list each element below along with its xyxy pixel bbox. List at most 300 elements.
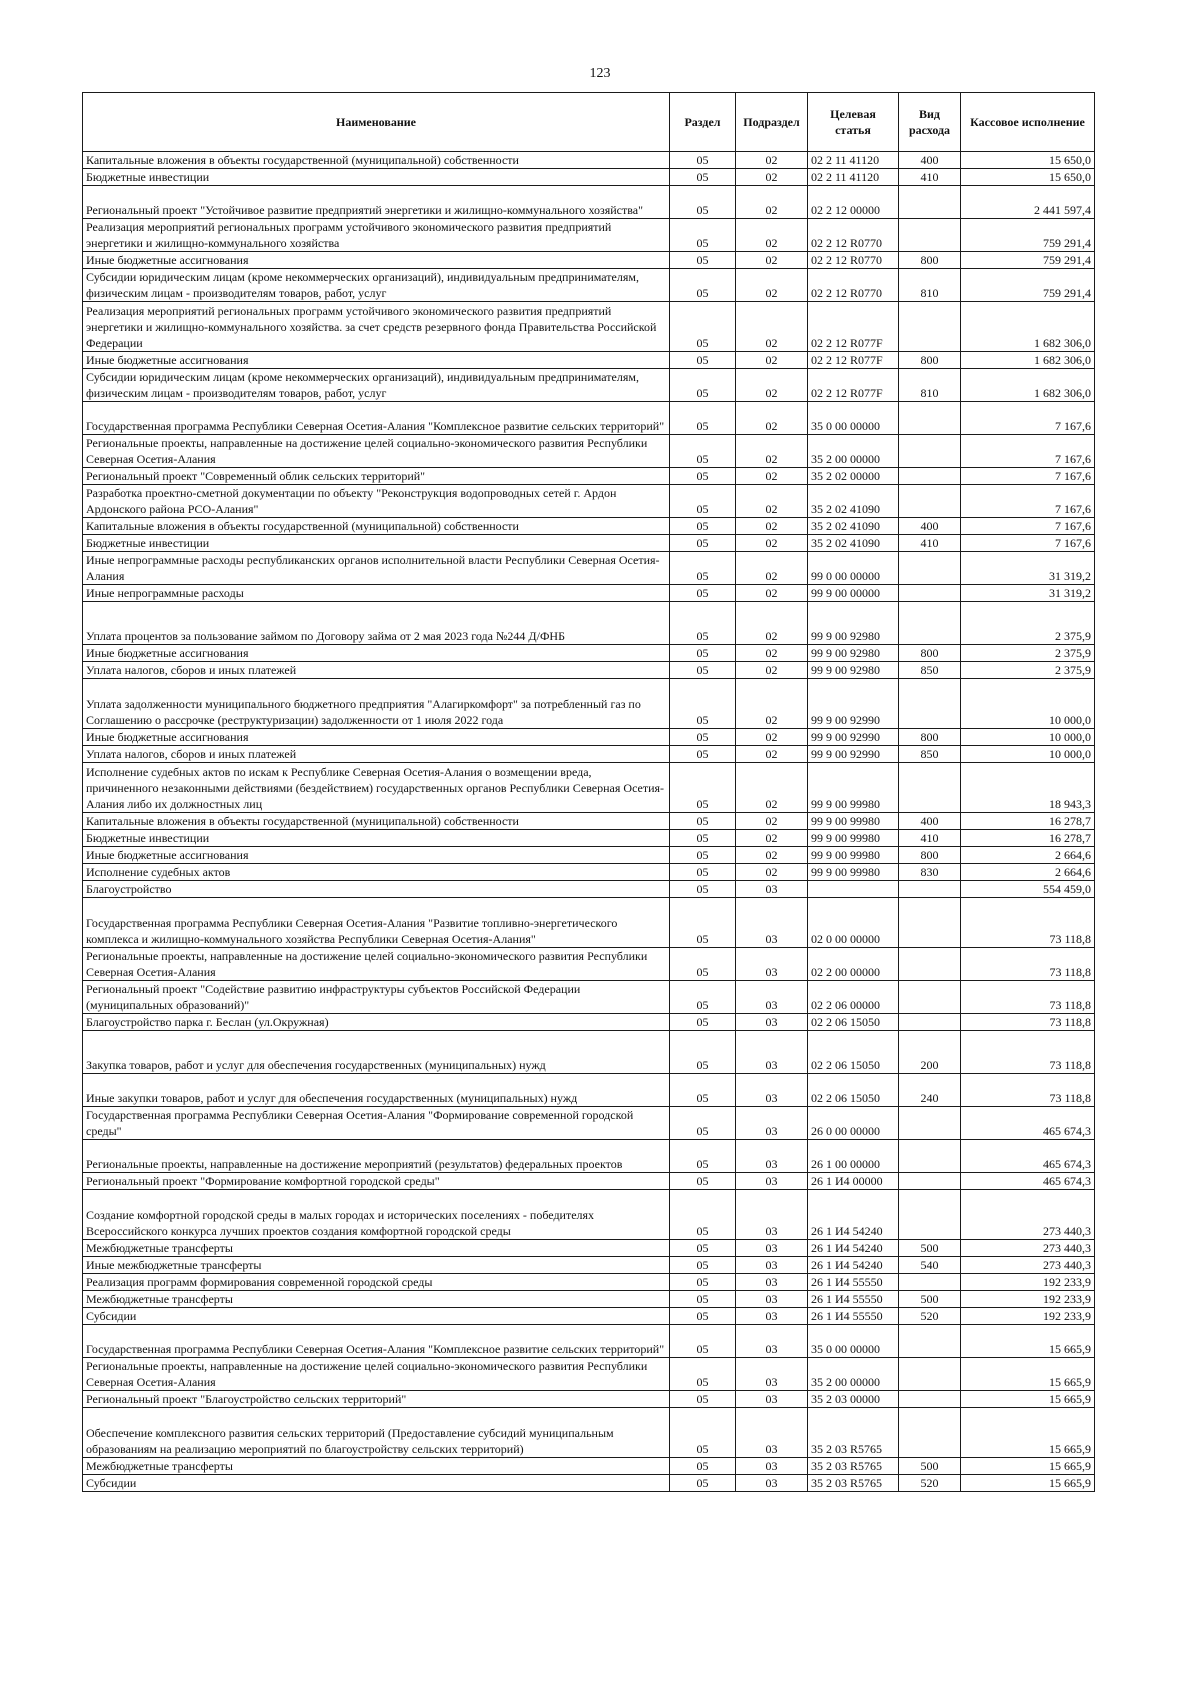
row-section-cell: 05 (670, 729, 736, 746)
row-name-cell: Закупка товаров, работ и услуг для обеспечения государственных (муниципальных) нужд (83, 1031, 670, 1074)
row-subsection-cell: 03 (736, 1475, 808, 1492)
table-row (83, 269, 1095, 302)
row-expense-type-cell (899, 1173, 961, 1190)
row-name-cell: Реализация мероприятий региональных программ устойчивого экономического развития предприятий энергетики и жилищно-коммунального хозяйства. за счет средств резервного фонда Правительства Российской Федерации (83, 302, 670, 352)
row-target-article-cell: 99 9 00 92990 (808, 679, 899, 729)
row-target-article-cell: 99 9 00 99980 (808, 763, 899, 813)
row-section-cell: 05 (670, 898, 736, 948)
row-subsection-cell: 03 (736, 1190, 808, 1240)
row-subsection-cell: 02 (736, 518, 808, 535)
row-expense-type-cell (899, 302, 961, 352)
row-section-cell: 05 (670, 1291, 736, 1308)
row-expense-type-cell (899, 1391, 961, 1408)
row-target-article-cell: 02 2 06 15050 (808, 1074, 899, 1107)
row-section-cell: 05 (670, 1408, 736, 1458)
row-execution-cell: 2 375,9 (961, 662, 1095, 679)
row-expense-type-cell: 240 (899, 1074, 961, 1107)
table-row (83, 468, 1095, 485)
row-name-cell: Реализация мероприятий региональных программ устойчивого экономического развития предприятий энергетики и жилищно-коммунального хозяйства (83, 219, 670, 252)
row-expense-type-cell: 520 (899, 1475, 961, 1492)
row-target-article-cell: 26 1 И4 00000 (808, 1173, 899, 1190)
row-target-article-cell: 26 1 00 00000 (808, 1140, 899, 1173)
table-row (83, 1031, 1095, 1074)
row-expense-type-cell: 800 (899, 729, 961, 746)
row-execution-cell: 465 674,3 (961, 1173, 1095, 1190)
row-subsection-cell: 02 (736, 252, 808, 269)
row-name-cell: Иные бюджетные ассигнования (83, 729, 670, 746)
row-subsection-cell: 02 (736, 219, 808, 252)
row-execution-cell: 31 319,2 (961, 552, 1095, 585)
row-name-cell: Капитальные вложения в объекты государственной (муниципальной) собственности (83, 518, 670, 535)
row-name-cell: Капитальные вложения в объекты государственной (муниципальной) собственности (83, 152, 670, 169)
table-row (83, 1308, 1095, 1325)
row-section-cell: 05 (670, 1190, 736, 1240)
row-subsection-cell: 02 (736, 602, 808, 645)
table-row (83, 186, 1095, 219)
table-row (83, 352, 1095, 369)
row-expense-type-cell: 410 (899, 830, 961, 847)
row-section-cell: 05 (670, 1173, 736, 1190)
row-subsection-cell: 03 (736, 1074, 808, 1107)
row-target-article-cell: 35 2 03 00000 (808, 1391, 899, 1408)
row-target-article-cell: 99 9 00 99980 (808, 813, 899, 830)
row-expense-type-cell: 800 (899, 847, 961, 864)
row-name-cell: Субсидии (83, 1475, 670, 1492)
row-name-cell: Субсидии юридическим лицам (кроме некоммерческих организаций), индивидуальным предпринимателям, физическим лицам - производителям товаров, работ, услуг (83, 269, 670, 302)
row-name-cell: Региональные проекты, направленные на достижение мероприятий (результатов) федеральных проектов (83, 1140, 670, 1173)
row-target-article-cell: 35 2 00 00000 (808, 435, 899, 468)
row-section-cell: 05 (670, 746, 736, 763)
row-target-article-cell: 02 2 11 41120 (808, 169, 899, 186)
row-expense-type-cell (899, 763, 961, 813)
row-expense-type-cell (899, 402, 961, 435)
row-expense-type-cell (899, 468, 961, 485)
row-section-cell: 05 (670, 219, 736, 252)
row-subsection-cell: 03 (736, 1031, 808, 1074)
table-row (83, 1257, 1095, 1274)
row-subsection-cell: 03 (736, 1458, 808, 1475)
row-section-cell: 05 (670, 1014, 736, 1031)
row-subsection-cell: 03 (736, 1014, 808, 1031)
row-execution-cell: 759 291,4 (961, 252, 1095, 269)
table-row (83, 1074, 1095, 1107)
row-subsection-cell: 02 (736, 645, 808, 662)
row-execution-cell: 15 650,0 (961, 169, 1095, 186)
table-row (83, 981, 1095, 1014)
table-row (83, 1014, 1095, 1031)
row-section-cell: 05 (670, 763, 736, 813)
row-section-cell: 05 (670, 948, 736, 981)
row-subsection-cell: 03 (736, 1291, 808, 1308)
row-name-cell: Иные межбюджетные трансферты (83, 1257, 670, 1274)
row-execution-cell: 73 118,8 (961, 1074, 1095, 1107)
table-row (83, 898, 1095, 948)
table-row (83, 1408, 1095, 1458)
row-subsection-cell: 02 (736, 352, 808, 369)
row-name-cell: Региональные проекты, направленные на достижение целей социально-экономического развития Республики Северная Осетия-Алания (83, 435, 670, 468)
row-name-cell: Исполнение судебных актов (83, 864, 670, 881)
row-subsection-cell: 02 (736, 830, 808, 847)
row-target-article-cell: 35 2 02 41090 (808, 535, 899, 552)
row-execution-cell: 73 118,8 (961, 981, 1095, 1014)
row-target-article-cell: 35 2 02 41090 (808, 485, 899, 518)
table-row (83, 645, 1095, 662)
table-row (83, 252, 1095, 269)
row-name-cell: Региональный проект "Содействие развитию инфраструктуры субъектов Российской Федерации (муниципальных образований)" (83, 981, 670, 1014)
page-number: 123 (589, 66, 611, 81)
row-subsection-cell: 02 (736, 302, 808, 352)
row-expense-type-cell: 200 (899, 1031, 961, 1074)
row-expense-type-cell (899, 679, 961, 729)
row-expense-type-cell (899, 1014, 961, 1031)
row-section-cell: 05 (670, 602, 736, 645)
row-subsection-cell: 02 (736, 763, 808, 813)
row-subsection-cell: 03 (736, 1391, 808, 1408)
row-subsection-cell: 02 (736, 435, 808, 468)
row-expense-type-cell (899, 552, 961, 585)
row-target-article-cell: 26 1 И4 55550 (808, 1274, 899, 1291)
row-target-article-cell: 99 9 00 99980 (808, 864, 899, 881)
row-execution-cell: 7 167,6 (961, 485, 1095, 518)
row-name-cell: Региональные проекты, направленные на достижение целей социально-экономического развития Республики Северная Осетия-Алания (83, 948, 670, 981)
row-section-cell: 05 (670, 1358, 736, 1391)
row-execution-cell: 15 665,9 (961, 1408, 1095, 1458)
header-execution: Кассовое исполнение (961, 93, 1095, 152)
table-row (83, 729, 1095, 746)
row-execution-cell: 16 278,7 (961, 813, 1095, 830)
row-name-cell: Разработка проектно-сметной документации по объекту "Реконструкция водопроводных сетей г. Ардон Ардонского района РСО-Алания" (83, 485, 670, 518)
row-section-cell: 05 (670, 186, 736, 219)
row-execution-cell: 10 000,0 (961, 679, 1095, 729)
row-section-cell: 05 (670, 485, 736, 518)
row-expense-type-cell: 800 (899, 352, 961, 369)
row-subsection-cell: 02 (736, 535, 808, 552)
row-expense-type-cell: 800 (899, 252, 961, 269)
table-row (83, 152, 1095, 169)
row-subsection-cell: 02 (736, 152, 808, 169)
row-execution-cell: 7 167,6 (961, 402, 1095, 435)
row-section-cell: 05 (670, 1240, 736, 1257)
row-section-cell: 05 (670, 830, 736, 847)
table-row (83, 881, 1095, 898)
row-section-cell: 05 (670, 881, 736, 898)
row-target-article-cell: 02 2 06 15050 (808, 1014, 899, 1031)
row-expense-type-cell: 810 (899, 369, 961, 402)
row-target-article-cell: 99 9 00 99980 (808, 847, 899, 864)
row-expense-type-cell: 410 (899, 535, 961, 552)
row-name-cell: Бюджетные инвестиции (83, 535, 670, 552)
row-execution-cell: 2 375,9 (961, 645, 1095, 662)
row-section-cell: 05 (670, 468, 736, 485)
row-name-cell: Государственная программа Республики Северная Осетия-Алания "Комплексное развитие сельских территорий" (83, 402, 670, 435)
row-section-cell: 05 (670, 169, 736, 186)
row-subsection-cell: 02 (736, 729, 808, 746)
row-subsection-cell: 02 (736, 813, 808, 830)
row-target-article-cell: 02 2 12 R077F (808, 302, 899, 352)
row-execution-cell: 465 674,3 (961, 1107, 1095, 1140)
table-row (83, 746, 1095, 763)
row-name-cell: Субсидии (83, 1308, 670, 1325)
row-target-article-cell: 35 2 00 00000 (808, 1358, 899, 1391)
row-subsection-cell: 02 (736, 585, 808, 602)
row-expense-type-cell (899, 1107, 961, 1140)
row-target-article-cell: 35 2 02 41090 (808, 518, 899, 535)
row-name-cell: Благоустройство (83, 881, 670, 898)
table-row (83, 1190, 1095, 1240)
row-expense-type-cell: 410 (899, 169, 961, 186)
table-header-row (83, 93, 1095, 152)
row-name-cell: Государственная программа Республики Северная Осетия-Алания "Комплексное развитие сельских территорий" (83, 1325, 670, 1358)
row-execution-cell: 1 682 306,0 (961, 369, 1095, 402)
row-expense-type-cell: 400 (899, 518, 961, 535)
row-execution-cell: 73 118,8 (961, 948, 1095, 981)
row-section-cell: 05 (670, 1391, 736, 1408)
row-expense-type-cell (899, 186, 961, 219)
row-subsection-cell: 02 (736, 468, 808, 485)
table-row (83, 1458, 1095, 1475)
row-name-cell: Государственная программа Республики Северная Осетия-Алания "Формирование современной городской среды" (83, 1107, 670, 1140)
row-target-article-cell: 02 2 11 41120 (808, 152, 899, 169)
row-subsection-cell: 02 (736, 485, 808, 518)
row-expense-type-cell: 850 (899, 746, 961, 763)
row-name-cell: Исполнение судебных актов по искам к Республике Северная Осетия-Алания о возмещении вреда, причиненного незаконными действиями (бездействием) государственных органов Республики Северная Осетия-Алания либо их должностных лиц (83, 763, 670, 813)
row-subsection-cell: 03 (736, 1107, 808, 1140)
row-target-article-cell: 02 2 12 R0770 (808, 269, 899, 302)
row-name-cell: Иные непрограммные расходы республиканских органов исполнительной власти Республики Северная Осетия-Алания (83, 552, 670, 585)
table-row (83, 435, 1095, 468)
row-execution-cell: 465 674,3 (961, 1140, 1095, 1173)
table-row (83, 585, 1095, 602)
row-name-cell: Уплата задолженности муниципального бюджетного предприятия "Алагиркомфорт" за потребленный газ по Соглашению о рассрочке (реструктуризации) задолженности от 1 июля 2022 года (83, 679, 670, 729)
table-row (83, 369, 1095, 402)
table-row (83, 535, 1095, 552)
row-target-article-cell: 26 1 И4 54240 (808, 1190, 899, 1240)
row-name-cell: Иные закупки товаров, работ и услуг для обеспечения государственных (муниципальных) нужд (83, 1074, 670, 1107)
row-subsection-cell: 03 (736, 1325, 808, 1358)
row-name-cell: Государственная программа Республики Северная Осетия-Алания "Развитие топливно-энергетического комплекса и жилищно-коммунального хозяйства Республики Северная Осетия-Алания" (83, 898, 670, 948)
row-section-cell: 05 (670, 535, 736, 552)
table-row (83, 813, 1095, 830)
row-name-cell: Межбюджетные трансферты (83, 1240, 670, 1257)
row-execution-cell: 7 167,6 (961, 518, 1095, 535)
row-name-cell: Региональный проект "Устойчивое развитие предприятий энергетики и жилищно-коммунального хозяйства" (83, 186, 670, 219)
row-execution-cell: 1 682 306,0 (961, 302, 1095, 352)
row-subsection-cell: 02 (736, 169, 808, 186)
row-subsection-cell: 03 (736, 1257, 808, 1274)
row-name-cell: Реализация программ формирования современной городской среды (83, 1274, 670, 1291)
row-name-cell: Иные бюджетные ассигнования (83, 847, 670, 864)
table-row (83, 1140, 1095, 1173)
row-name-cell: Межбюджетные трансферты (83, 1291, 670, 1308)
row-expense-type-cell (899, 1358, 961, 1391)
row-execution-cell: 2 375,9 (961, 602, 1095, 645)
row-subsection-cell: 03 (736, 1274, 808, 1291)
row-execution-cell: 15 665,9 (961, 1358, 1095, 1391)
row-section-cell: 05 (670, 352, 736, 369)
table-row (83, 864, 1095, 881)
row-subsection-cell: 02 (736, 402, 808, 435)
row-execution-cell: 192 233,9 (961, 1308, 1095, 1325)
row-execution-cell: 1 682 306,0 (961, 352, 1095, 369)
row-section-cell: 05 (670, 645, 736, 662)
row-section-cell: 05 (670, 435, 736, 468)
row-name-cell: Бюджетные инвестиции (83, 169, 670, 186)
row-expense-type-cell (899, 435, 961, 468)
row-name-cell: Уплата процентов за пользование займом по Договору займа от 2 мая 2023 года №244 Д/ФНБ (83, 602, 670, 645)
row-name-cell: Региональный проект "Благоустройство сельских территорий" (83, 1391, 670, 1408)
table-row (83, 402, 1095, 435)
row-expense-type-cell (899, 1408, 961, 1458)
row-section-cell: 05 (670, 1140, 736, 1173)
row-expense-type-cell: 800 (899, 645, 961, 662)
row-target-article-cell: 02 2 00 00000 (808, 948, 899, 981)
row-target-article-cell: 35 2 03 R5765 (808, 1475, 899, 1492)
row-target-article-cell: 35 0 00 00000 (808, 402, 899, 435)
row-subsection-cell: 03 (736, 881, 808, 898)
row-target-article-cell: 26 1 И4 55550 (808, 1291, 899, 1308)
row-expense-type-cell (899, 948, 961, 981)
table-row (83, 1325, 1095, 1358)
row-execution-cell: 31 319,2 (961, 585, 1095, 602)
row-target-article-cell: 02 2 12 R0770 (808, 252, 899, 269)
row-execution-cell: 192 233,9 (961, 1291, 1095, 1308)
row-section-cell: 05 (670, 585, 736, 602)
header-name: Наименование (83, 93, 670, 152)
row-target-article-cell: 26 1 И4 55550 (808, 1308, 899, 1325)
row-name-cell: Региональный проект "Формирование комфортной городской среды" (83, 1173, 670, 1190)
row-expense-type-cell (899, 602, 961, 645)
row-name-cell: Межбюджетные трансферты (83, 1458, 670, 1475)
table-row (83, 485, 1095, 518)
row-execution-cell: 15 665,9 (961, 1391, 1095, 1408)
row-section-cell: 05 (670, 981, 736, 1014)
table-row (83, 1240, 1095, 1257)
row-section-cell: 05 (670, 864, 736, 881)
row-expense-type-cell (899, 1325, 961, 1358)
row-expense-type-cell: 850 (899, 662, 961, 679)
row-section-cell: 05 (670, 1458, 736, 1475)
row-section-cell: 05 (670, 1325, 736, 1358)
row-section-cell: 05 (670, 1257, 736, 1274)
row-target-article-cell: 02 2 06 15050 (808, 1031, 899, 1074)
table-row (83, 1358, 1095, 1391)
table-row (83, 1173, 1095, 1190)
row-section-cell: 05 (670, 252, 736, 269)
row-execution-cell: 7 167,6 (961, 468, 1095, 485)
table-row (83, 948, 1095, 981)
row-expense-type-cell (899, 219, 961, 252)
row-expense-type-cell (899, 1140, 961, 1173)
row-target-article-cell: 35 2 02 00000 (808, 468, 899, 485)
row-section-cell: 05 (670, 269, 736, 302)
row-target-article-cell: 99 9 00 00000 (808, 585, 899, 602)
row-subsection-cell: 03 (736, 1408, 808, 1458)
table-row (83, 1291, 1095, 1308)
row-target-article-cell: 35 2 03 R5765 (808, 1458, 899, 1475)
row-execution-cell: 2 441 597,4 (961, 186, 1095, 219)
row-name-cell: Уплата налогов, сборов и иных платежей (83, 746, 670, 763)
header-section: Раздел (670, 93, 736, 152)
row-section-cell: 05 (670, 518, 736, 535)
row-target-article-cell: 99 9 00 92980 (808, 645, 899, 662)
row-expense-type-cell (899, 585, 961, 602)
row-execution-cell: 73 118,8 (961, 1031, 1095, 1074)
row-section-cell: 05 (670, 662, 736, 679)
row-target-article-cell: 26 1 И4 54240 (808, 1240, 899, 1257)
row-name-cell: Субсидии юридическим лицам (кроме некоммерческих организаций), индивидуальным предпринимателям, физическим лицам - производителям товаров, работ, услуг (83, 369, 670, 402)
row-section-cell: 05 (670, 369, 736, 402)
budget-execution-table (82, 92, 1095, 1492)
row-name-cell: Бюджетные инвестиции (83, 830, 670, 847)
table-row (83, 552, 1095, 585)
row-execution-cell: 2 664,6 (961, 864, 1095, 881)
row-subsection-cell: 03 (736, 898, 808, 948)
table-row (83, 602, 1095, 645)
table-row (83, 1107, 1095, 1140)
row-section-cell: 05 (670, 1475, 736, 1492)
row-name-cell: Иные бюджетные ассигнования (83, 645, 670, 662)
row-subsection-cell: 03 (736, 981, 808, 1014)
row-execution-cell: 7 167,6 (961, 435, 1095, 468)
table-body (83, 152, 1095, 1492)
table-row (83, 302, 1095, 352)
row-target-article-cell: 26 0 00 00000 (808, 1107, 899, 1140)
row-target-article-cell (808, 881, 899, 898)
row-execution-cell: 759 291,4 (961, 269, 1095, 302)
table-row (83, 169, 1095, 186)
table-row (83, 1475, 1095, 1492)
row-name-cell: Создание комфортной городской среды в малых городах и исторических поселениях - победителях Всероссийского конкурса лучших проектов создания комфортной городской среды (83, 1190, 670, 1240)
row-target-article-cell: 99 9 00 92990 (808, 729, 899, 746)
row-expense-type-cell: 810 (899, 269, 961, 302)
row-subsection-cell: 02 (736, 864, 808, 881)
header-expense-type: Вид расхода (899, 93, 961, 152)
table-row (83, 1391, 1095, 1408)
row-subsection-cell: 03 (736, 1308, 808, 1325)
row-expense-type-cell: 520 (899, 1308, 961, 1325)
row-execution-cell: 192 233,9 (961, 1274, 1095, 1291)
row-expense-type-cell (899, 881, 961, 898)
row-subsection-cell: 02 (736, 847, 808, 864)
row-section-cell: 05 (670, 1274, 736, 1291)
row-execution-cell: 18 943,3 (961, 763, 1095, 813)
table-row (83, 219, 1095, 252)
row-section-cell: 05 (670, 302, 736, 352)
row-subsection-cell: 02 (736, 269, 808, 302)
table-row (83, 847, 1095, 864)
row-section-cell: 05 (670, 847, 736, 864)
row-subsection-cell: 03 (736, 1240, 808, 1257)
row-target-article-cell: 02 2 12 R0770 (808, 219, 899, 252)
table-row (83, 830, 1095, 847)
row-target-article-cell: 02 2 12 00000 (808, 186, 899, 219)
row-section-cell: 05 (670, 1031, 736, 1074)
row-expense-type-cell: 400 (899, 152, 961, 169)
row-expense-type-cell: 500 (899, 1291, 961, 1308)
row-name-cell: Иные непрограммные расходы (83, 585, 670, 602)
row-section-cell: 05 (670, 1308, 736, 1325)
row-target-article-cell: 35 0 00 00000 (808, 1325, 899, 1358)
row-name-cell: Иные бюджетные ассигнования (83, 252, 670, 269)
row-name-cell: Иные бюджетные ассигнования (83, 352, 670, 369)
row-execution-cell: 16 278,7 (961, 830, 1095, 847)
row-name-cell: Капитальные вложения в объекты государственной (муниципальной) собственности (83, 813, 670, 830)
row-expense-type-cell (899, 485, 961, 518)
row-name-cell: Обеспечение комплексного развития сельских территорий (Предоставление субсидий муниципальным образованиям на реализацию мероприятий по благоустройству сельских территорий) (83, 1408, 670, 1458)
row-execution-cell: 15 650,0 (961, 152, 1095, 169)
row-expense-type-cell (899, 1190, 961, 1240)
row-target-article-cell: 26 1 И4 54240 (808, 1257, 899, 1274)
